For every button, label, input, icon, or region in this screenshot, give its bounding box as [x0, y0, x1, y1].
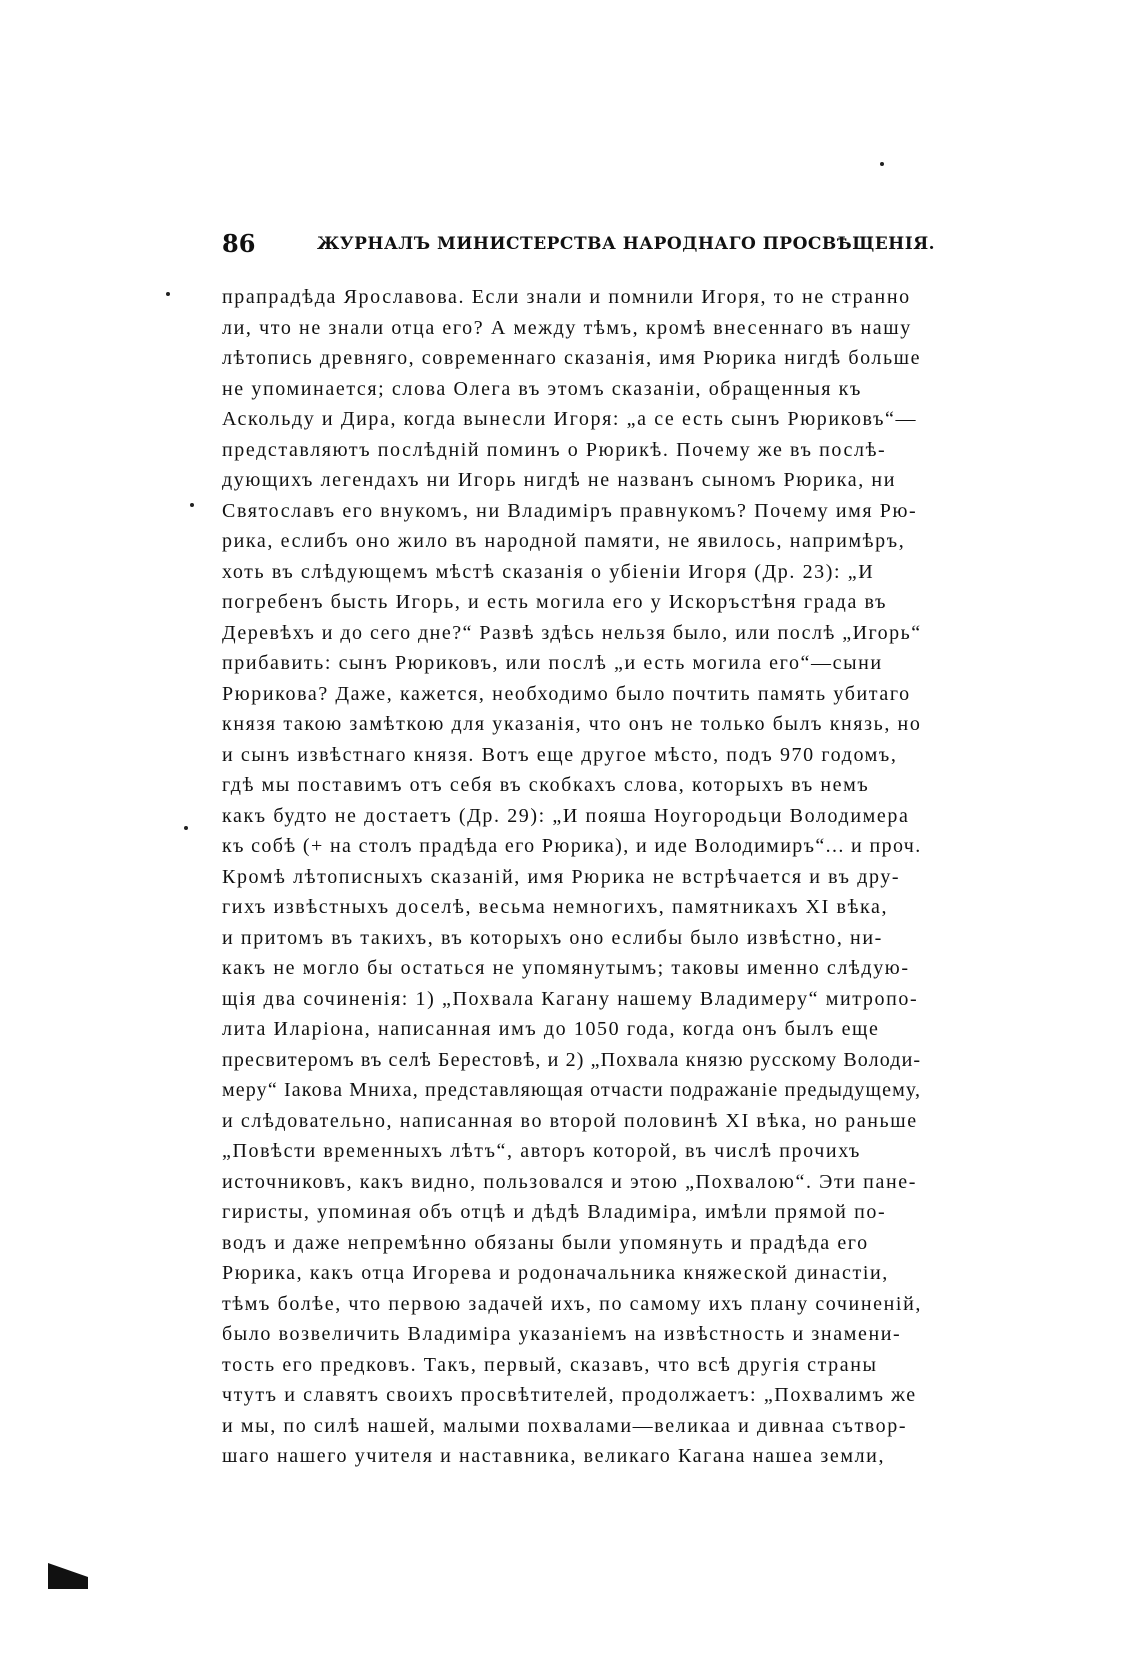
- text-line: тѣмъ болѣе, что первою задачей ихъ, по самому ихъ плану сочиненій,: [222, 1292, 922, 1315]
- text-line: „Повѣсти временныхъ лѣтъ“, авторъ которой, въ числѣ прочихъ: [222, 1140, 861, 1162]
- text-line: Святославъ его внукомъ, ни Владиміръ правнукомъ? Почему имя Рю-: [222, 499, 918, 522]
- text-line: прапрадѣда Ярославова. Если знали и помнили Игоря, то не странно: [222, 286, 911, 308]
- text-line: не упоминается; слова Олега въ этомъ сказаніи, обращенныя къ: [222, 377, 862, 400]
- text-line: лѣтопись древняго, современнаго сказанія, имя Рюрика нигдѣ больше: [222, 347, 922, 369]
- text-line: и мы, по силѣ нашей, малыми похвалами—великаа и дивнаа сътвор-: [222, 1414, 908, 1437]
- text-line: и притомъ въ такихъ, въ которыхъ оно еслибы было извѣстно, ни-: [222, 926, 883, 949]
- text-line: щія два сочиненія: 1) „Похвала Кагану нашему Владимеру“ митропо-: [222, 987, 919, 1010]
- text-line: дующихъ легендахъ ни Игорь нигдѣ не названъ сыномъ Рюрика, ни: [222, 469, 896, 491]
- text-line: Рюрикова? Даже, кажется, необходимо было почтить память убитаго: [222, 682, 911, 705]
- text-line: меру“ Іакова Мниха, представляющая отчасти подражаніе предыдущему,: [222, 1079, 922, 1101]
- text-line: чтутъ и славятъ своихъ просвѣтителей, продолжаетъ: „Похвалимъ же: [222, 1384, 917, 1406]
- text-line: какъ будто не достаетъ (Др. 29): „И пояша Ноугородьци Володимера: [222, 804, 910, 827]
- text-line: Рюрика, какъ отца Игорева и родоначальника княжеской династіи,: [222, 1262, 889, 1284]
- text-line: гихъ извѣстныхъ доселѣ, весьма немногихъ, памятникахъ XI вѣка,: [222, 896, 889, 918]
- text-line: шаго нашего учителя и наставника, великаго Кагана нашеа земли,: [222, 1445, 886, 1467]
- body-text: [222, 282, 972, 1472]
- running-title: ЖУРНАЛЪ МИНИСТЕРСТВА НАРОДНАГО ПРОСВѢЩЕНІЯ.: [317, 234, 936, 254]
- text-line: Деревѣхъ и до сего дне?“ Развѣ здѣсь нельзя было, или послѣ „Игорь“: [222, 621, 922, 644]
- text-line: и слѣдовательно, написанная во второй половинѣ XI вѣка, но раньше: [222, 1109, 918, 1132]
- text-line: было возвеличить Владиміра указаніемъ на извѣстность и знамени-: [222, 1323, 902, 1345]
- text-line: гиристы, упоминая объ отцѣ и дѣдѣ Владиміра, имѣли прямой по-: [222, 1201, 887, 1223]
- text-line: хоть въ слѣдующемъ мѣстѣ сказанія о убіеніи Игоря (Др. 23): „И: [222, 560, 875, 583]
- thumb-tab-icon: [48, 1563, 88, 1577]
- text-line: какъ не могло бы остаться не упомянутымъ; таковы именно слѣдую-: [222, 957, 910, 979]
- text-line: погребенъ бысть Игорь, и есть могила его у Искоръстѣня града въ: [222, 591, 888, 613]
- text-line: лита Иларіона, написанная имъ до 1050 года, когда онъ былъ еще: [222, 1018, 880, 1040]
- margin-dot: [184, 826, 188, 830]
- text-line: представляютъ послѣдній поминъ о Рюрикѣ. Почему же въ послѣ-: [222, 438, 887, 461]
- text-line: къ собѣ (+ на столъ прадѣда его Рюрика), и иде Володимиръ“... и проч.: [222, 835, 922, 857]
- text-line: рика, еслибъ оно жило въ народной памяти, не явилось, напримѣръ,: [222, 530, 906, 552]
- page-number: 86: [222, 229, 256, 258]
- text-line: князя такою замѣткою для указанія, что онъ не только былъ князь, но: [222, 713, 922, 735]
- text-line: Аскольду и Дира, когда вынесли Игоря: „а се есть сынъ Рюриковъ“—: [222, 408, 918, 430]
- margin-dot: [880, 162, 884, 166]
- text-line: прибавить: сынъ Рюриковъ, или послѣ „и есть могила его“—сыни: [222, 652, 883, 674]
- text-line: гдѣ мы поставимъ отъ себя въ скобкахъ слова, которыхъ въ немъ: [222, 774, 870, 796]
- text-line: пресвитеромъ въ селѣ Берестовѣ, и 2) „Похвала князю русскому Володи-: [222, 1048, 922, 1071]
- thumb-tab-base: [48, 1577, 88, 1589]
- margin-dot: [166, 292, 170, 296]
- margin-dot: [190, 503, 194, 507]
- page-header: [222, 226, 936, 262]
- text-line: источниковъ, какъ видно, пользовался и этою „Похвалою“. Эти пане-: [222, 1170, 918, 1193]
- text-line: Кромѣ лѣтописныхъ сказаній, имя Рюрика не встрѣчается и въ дру-: [222, 865, 901, 888]
- text-line: и сынъ извѣстнаго князя. Вотъ еще другое мѣсто, подъ 970 годомъ,: [222, 743, 898, 766]
- text-line: тость его предковъ. Такъ, первый, сказавъ, что всѣ другія страны: [222, 1353, 878, 1376]
- text-line: ли, что не знали отца его? А между тѣмъ, кромѣ внесеннаго въ нашу: [222, 316, 912, 339]
- text-line: водъ и даже непремѣнно обязаны были упомянуть и прадѣда его: [222, 1231, 869, 1254]
